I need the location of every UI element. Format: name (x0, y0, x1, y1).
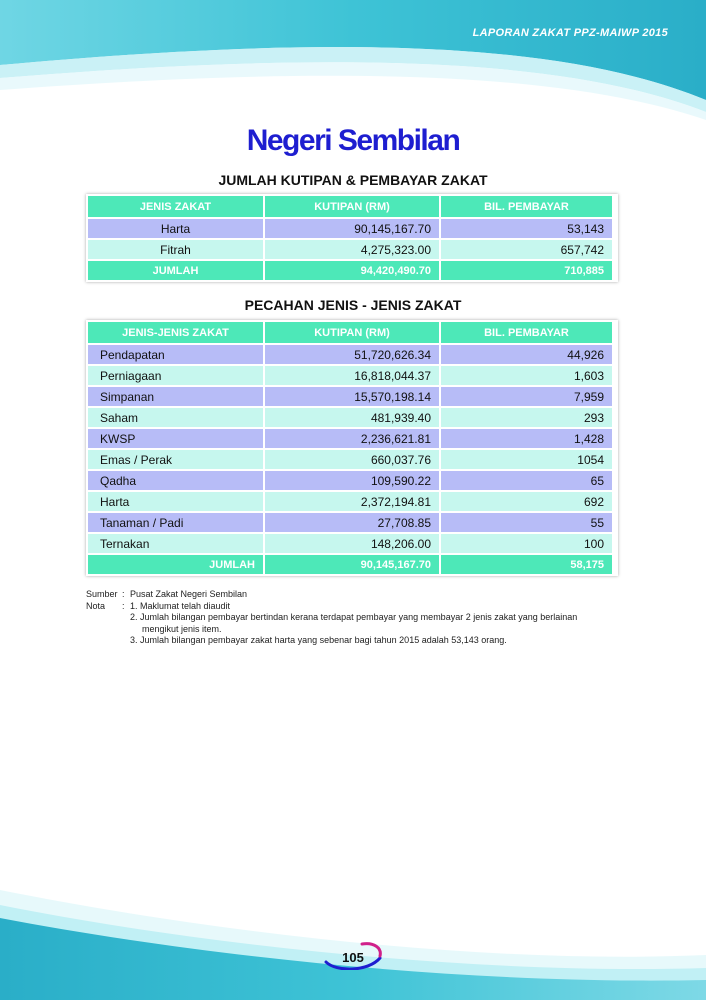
cell-amount: 109,590.22 (264, 470, 440, 491)
note-text: mengikut jenis item. (142, 623, 222, 634)
table-row (88, 491, 612, 512)
cell-amount: 2,236,621.81 (264, 428, 440, 449)
page-title: Negeri Sembilan (246, 124, 460, 157)
total-label: JUMLAH (88, 554, 264, 574)
cell-type: KWSP (88, 428, 264, 449)
table-header-row (88, 322, 612, 344)
cell-type: Qadha (88, 470, 264, 491)
total-row (88, 554, 612, 574)
page-number: 105 (342, 950, 364, 965)
note-text: 2. Jumlah bilangan pembayar bertindan kerana terdapat pembayar yang membayar 2 jenis zakat yang berlainan (130, 612, 578, 622)
cell-payers: 65 (440, 470, 612, 491)
cell-type: Saham (88, 407, 264, 428)
note-text: 3. Jumlah bilangan pembayar zakat harta yang sebenar bagi tahun 2015 adalah 53,143 orang. (130, 635, 507, 645)
total-row (88, 260, 612, 280)
cell-amount: 27,708.85 (264, 512, 440, 533)
table-row (88, 449, 612, 470)
note-label: Nota (86, 600, 106, 611)
colon: : (122, 600, 125, 611)
cell-amount: 2,372,194.81 (264, 491, 440, 512)
cell-payers: 692 (440, 491, 612, 512)
column-header: BIL. PEMBAYAR (440, 196, 612, 218)
cell-type: Emas / Perak (88, 449, 264, 470)
cell-payers: 1,428 (440, 428, 612, 449)
total-amount: 90,145,167.70 (264, 554, 440, 574)
cell-amount: 16,818,044.37 (264, 365, 440, 386)
total-payers: 710,885 (440, 260, 612, 280)
cell-amount: 481,939.40 (264, 407, 440, 428)
colon: : (122, 589, 125, 599)
cell-type: Simpanan (88, 386, 264, 407)
total-label: JUMLAH (88, 260, 264, 280)
cell-amount: 51,720,626.34 (264, 344, 440, 365)
column-header: BIL. PEMBAYAR (440, 322, 612, 344)
table-row (88, 407, 612, 428)
cell-payers: 1,603 (440, 365, 612, 386)
table-row (88, 344, 612, 365)
table-row (88, 533, 612, 554)
table1-title: JUMLAH KUTIPAN & PEMBAYAR ZAKAT (218, 172, 488, 188)
cell-amount: 4,275,323.00 (264, 239, 440, 260)
cell-type: Tanaman / Padi (88, 512, 264, 533)
table-row (88, 512, 612, 533)
summary-table (86, 194, 618, 282)
table-row (88, 428, 612, 449)
cell-payers: 44,926 (440, 344, 612, 365)
cell-payers: 293 (440, 407, 612, 428)
cell-payers: 55 (440, 512, 612, 533)
footnotes (86, 589, 626, 647)
breakdown-table (86, 320, 618, 576)
table-row (88, 470, 612, 491)
source-label: Sumber (86, 589, 118, 599)
cell-payers: 1054 (440, 449, 612, 470)
cell-amount: 148,206.00 (264, 533, 440, 554)
table-row (88, 386, 612, 407)
cell-type: Harta (88, 491, 264, 512)
table-row (88, 365, 612, 386)
column-header: KUTIPAN (RM) (264, 196, 440, 218)
header-swoosh (0, 0, 706, 130)
source-note (86, 589, 626, 601)
table2-title: PECAHAN JENIS - JENIS ZAKAT (244, 297, 462, 313)
note-item (86, 601, 626, 613)
cell-payers: 657,742 (440, 239, 612, 260)
cell-amount: 15,570,198.14 (264, 386, 440, 407)
source-text: Pusat Zakat Negeri Sembilan (130, 589, 248, 599)
cell-amount: 660,037.76 (264, 449, 440, 470)
table-row (88, 218, 612, 239)
cell-type: Perniagaan (88, 365, 264, 386)
note-text: 1. Maklumat telah diaudit (130, 600, 231, 611)
cell-type: Pendapatan (88, 344, 264, 365)
cell-payers: 53,143 (440, 218, 612, 239)
cell-type: Ternakan (88, 533, 264, 554)
footer-swoosh (0, 870, 706, 1000)
report-header-label: LAPORAN ZAKAT PPZ-MAIWP 2015 (472, 27, 668, 39)
cell-amount: 90,145,167.70 (264, 218, 440, 239)
cell-type: Harta (88, 218, 264, 239)
total-payers: 58,175 (440, 554, 612, 574)
column-header: KUTIPAN (RM) (264, 322, 440, 344)
total-amount: 94,420,490.70 (264, 260, 440, 280)
column-header: JENIS ZAKAT (88, 196, 264, 218)
table-header-row (88, 196, 612, 218)
table-row (88, 239, 612, 260)
cell-payers: 100 (440, 533, 612, 554)
cell-payers: 7,959 (440, 386, 612, 407)
cell-type: Fitrah (88, 239, 264, 260)
column-header: JENIS-JENIS ZAKAT (88, 322, 264, 344)
